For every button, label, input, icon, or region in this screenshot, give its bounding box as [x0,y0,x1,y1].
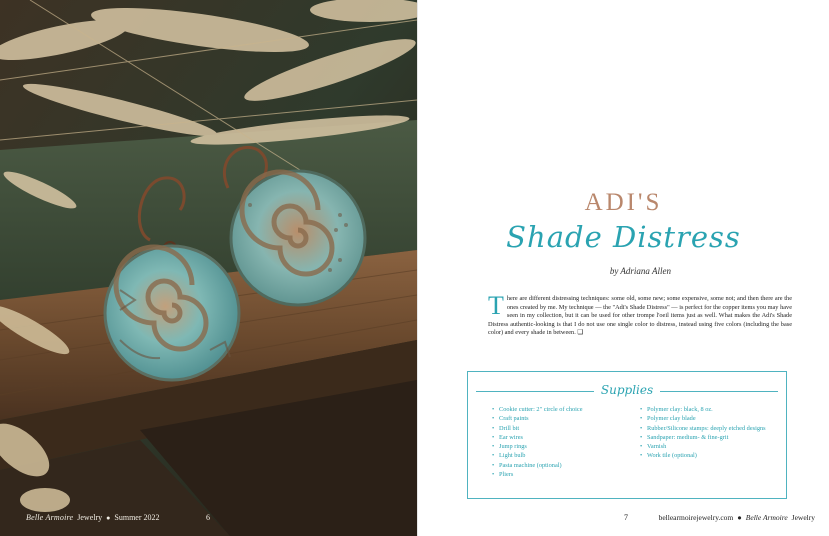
supply-item: • Pliers [492,470,622,479]
supply-item: • Rubber/Silicone stamps: deeply etched designs [640,424,780,433]
brand-logo: Belle Armoire [26,513,74,522]
supplies-list-left [492,405,622,479]
supply-item: • Craft paints [492,414,622,423]
supply-item: • Sandpaper: medium- & fine-grit [640,433,780,442]
supply-item: • Polymer clay: black, 8 oz. [640,405,780,414]
supply-item: • Polymer clay blade [640,414,780,423]
intro-text: here are different distressing techniques: some old, some new; some expensive, some not; and then there are the ones created by me. My technique — the "Adi's Shade Distress" — is perfect for the copper items you may have seen in my collection, but it can be used for other trompe l'oeil items just as well. What makes the Adi's Shade Distress authentic-looking is that I do not use one single color to distress, instead using five colors (including the base color) and every shade in between. ❑ [488,295,792,337]
article-kicker: ADI'S [584,189,663,216]
supply-item: • Cookie cutter: 2" circle of choice [492,405,622,414]
brand-logo: Belle Armoire [745,513,788,522]
supply-item: • Work tile (optional) [640,451,780,460]
issue-name: Summer 2022 [114,513,160,522]
intro-paragraph [488,291,792,338]
supply-item: • Varnish [640,442,780,451]
supplies-title: Supplies [600,383,654,397]
supplies-header [476,383,778,397]
article-title: Shade Distress [506,220,741,254]
supplies-box [467,371,787,499]
supply-item: • Ear wires [492,433,622,442]
supply-item: • Jump rings [492,442,622,451]
supply-item: • Light bulb [492,451,622,460]
left-folio [26,513,210,522]
website-url: bellearmoirejewelry.com [658,513,734,522]
supply-item: • Pasta machine (optional) [492,461,622,470]
magazine-name: Jewelry [791,513,815,522]
separator-dot: ● [737,513,742,522]
drop-cap: T [488,291,504,320]
byline: by Adriana Allen [609,266,671,276]
left-page-number: 6 [206,513,210,522]
supplies-list-right [640,405,780,461]
magazine-name: Jewelry [77,513,103,522]
right-folio [659,513,815,522]
supply-item: • Drill bit [492,424,622,433]
separator-dot: ● [106,514,111,522]
right-page-number: 7 [624,513,628,522]
header-rule-right [660,391,778,392]
right-page [418,0,829,536]
